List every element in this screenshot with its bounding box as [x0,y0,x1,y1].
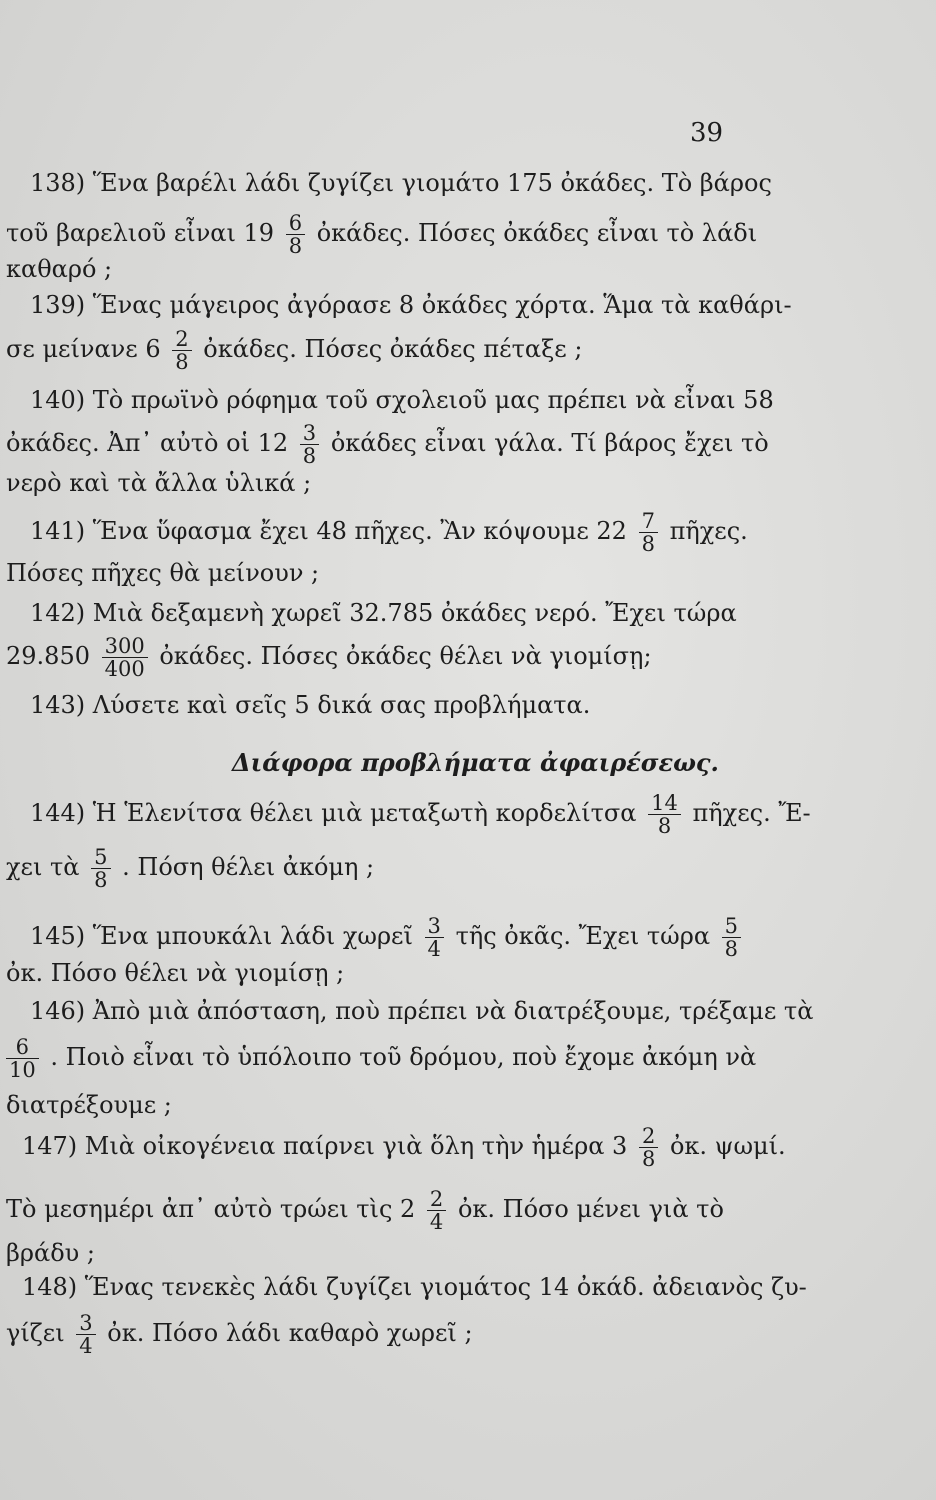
text: ὀκάδες. Ἀπ᾽ αὐτὸ οἱ 12 [6,429,289,457]
text: Τὸ μεσημέρι ἀπ᾽ αὐτὸ τρώει τὶς 2 [6,1195,416,1223]
problem-146-line-2 [2,1036,756,1081]
denominator: 8 [288,234,303,258]
text: τῆς ὀκᾶς. Ἔχει τώρα [455,922,711,950]
fraction [6,1036,39,1081]
page-number: 39 [690,118,724,148]
denominator: 8 [175,350,189,374]
fraction [427,1188,446,1233]
problem-148-line-2 [6,1312,473,1357]
text: πῆχες. [669,517,748,545]
fraction [91,846,110,891]
fraction [639,510,658,555]
problem-147-line-2 [6,1188,724,1233]
text: 144) Ἡ Ἑλενίτσα θέλει μιὰ μεταξωτὴ κορδελίτσα [30,799,637,827]
denominator: 8 [94,868,108,892]
fraction [172,328,191,373]
text: ὀκάδες. Πόσες ὀκάδες πέταξε ; [203,335,583,363]
numerator: 6 [286,212,305,235]
problem-138-line-2 [6,212,757,257]
problem-140-line-1: 140) Τὸ πρωϊνὸ ρόφημα τοῦ σχολειοῦ μας πρέπει νὰ εἶναι 58 [30,386,774,414]
numerator: 7 [639,510,658,533]
problem-147-line-3: βράδυ ; [6,1239,95,1267]
numerator: 2 [639,1125,658,1148]
text: πῆχες. Ἔ- [692,799,811,827]
problem-145-line-1 [30,915,745,960]
numerator: 3 [300,422,319,445]
problem-142-line-1: 142) Μιὰ δεξαμενὴ χωρεῖ 32.785 ὀκάδες νερό. Ἔχει τώρα [30,599,737,627]
text: σε μείνανε 6 [6,335,161,363]
numerator: 5 [91,846,110,869]
numerator: 2 [172,328,191,351]
numerator: 5 [722,915,741,938]
problem-146-line-3: διατρέξουμε ; [6,1091,172,1119]
problem-139-line-2 [6,328,582,373]
text: 29.850 [6,642,90,670]
numerator: 14 [648,792,681,815]
text: 141) Ἕνα ὕφασμα ἔχει 48 πῆχες. Ἂν κόψουμε 22 [30,517,627,545]
problem-144-line-1 [30,792,811,837]
text: . Ποιὸ εἶναι τὸ ὑπόλοιπο τοῦ δρόμου, ποὺ ἔχομε ἀκόμη νὰ [50,1043,757,1071]
numerator: 3 [425,915,444,938]
numerator: 6 [6,1036,39,1059]
denominator: 10 [9,1058,36,1082]
text: τοῦ βαρελιοῦ εἶναι 19 [6,219,275,247]
text: ὀκάδες. Πόσες ὀκάδες θέλει νὰ γιομίσῃ; [159,642,652,670]
denominator: 4 [79,1334,93,1358]
problem-146-line-1: 146) Ἀπὸ μιὰ ἀπόσταση, ποὺ πρέπει νὰ διατρέξουμε, τρέξαμε τὰ [30,997,814,1025]
text: γίζει [6,1319,65,1347]
denominator: 8 [641,532,655,556]
denominator: 8 [302,444,317,468]
text: 138) Ἕνα βαρέλι λάδι ζυγίζει γιομάτο 175 ὀκάδες. Τὸ βάρος [30,169,772,197]
text: ὀκ. Πόσο λάδι καθαρὸ χωρεῖ ; [107,1319,473,1347]
denominator: 8 [657,814,672,838]
problem-144-line-2 [6,846,374,891]
fraction [76,1312,95,1357]
problem-142-line-2 [6,635,652,680]
text: 147) Μιὰ οἰκογένεια παίρνει γιὰ ὅλη τὴν ἡμέρα 3 [22,1132,628,1160]
problem-141-line-2: Πόσες πῆχες θὰ μείνουν ; [6,559,320,587]
problem-140-line-2 [6,422,769,467]
denominator: 4 [427,937,441,961]
fraction [639,1125,658,1170]
problem-143-line: 143) Λύσετε καὶ σεῖς 5 δικά σας προβλήματα. [30,691,591,719]
fraction [102,635,148,680]
problem-138-line-1 [30,168,772,198]
problem-145-line-2: ὀκ. Πόσο θέλει νὰ γιομίσῃ ; [6,959,345,987]
fraction [286,212,305,257]
problem-138-line-3: καθαρό ; [6,255,113,283]
text: χει τὰ [6,853,80,881]
denominator: 4 [429,1210,444,1234]
text: ὀκ. ψωμί. [669,1132,786,1160]
problem-139-line-1: 139) Ἕνας μάγειρος ἀγόρασε 8 ὀκάδες χόρτα. Ἅμα τὰ καθάρι- [30,291,792,319]
text: . Πόση θέλει ἀκόμη ; [122,853,375,881]
numerator: 3 [76,1312,95,1335]
text: ὀκάδες. Πόσες ὀκάδες εἶναι τὸ λάδι [316,219,758,247]
denominator: 8 [641,1147,656,1171]
text: ὀκάδες εἶναι γάλα. Τί βάρος ἔχει τὸ [330,429,769,457]
fraction [425,915,444,960]
denominator: 400 [104,657,145,681]
problem-140-line-3: νερὸ καὶ τὰ ἄλλα ὑλικά ; [6,469,312,497]
problem-141-line-1 [30,510,748,555]
problem-147-line-1 [22,1125,786,1170]
fraction [300,422,319,467]
denominator: 8 [724,937,739,961]
numerator: 300 [102,635,148,658]
problem-148-line-1: 148) Ἕνας τενεκὲς λάδι ζυγίζει γιομάτος 14 ὀκάδ. ἀδειανὸς ζυ- [22,1273,807,1301]
text: ὀκ. Πόσο μένει γιὰ τὸ [457,1195,724,1223]
fraction [648,792,681,837]
section-heading: Διάφορα προβλήματα ἀφαιρέσεως. [232,748,719,777]
text: 145) Ἕνα μπουκάλι λάδι χωρεῖ [30,922,413,950]
numerator: 2 [427,1188,446,1211]
fraction [722,915,741,960]
